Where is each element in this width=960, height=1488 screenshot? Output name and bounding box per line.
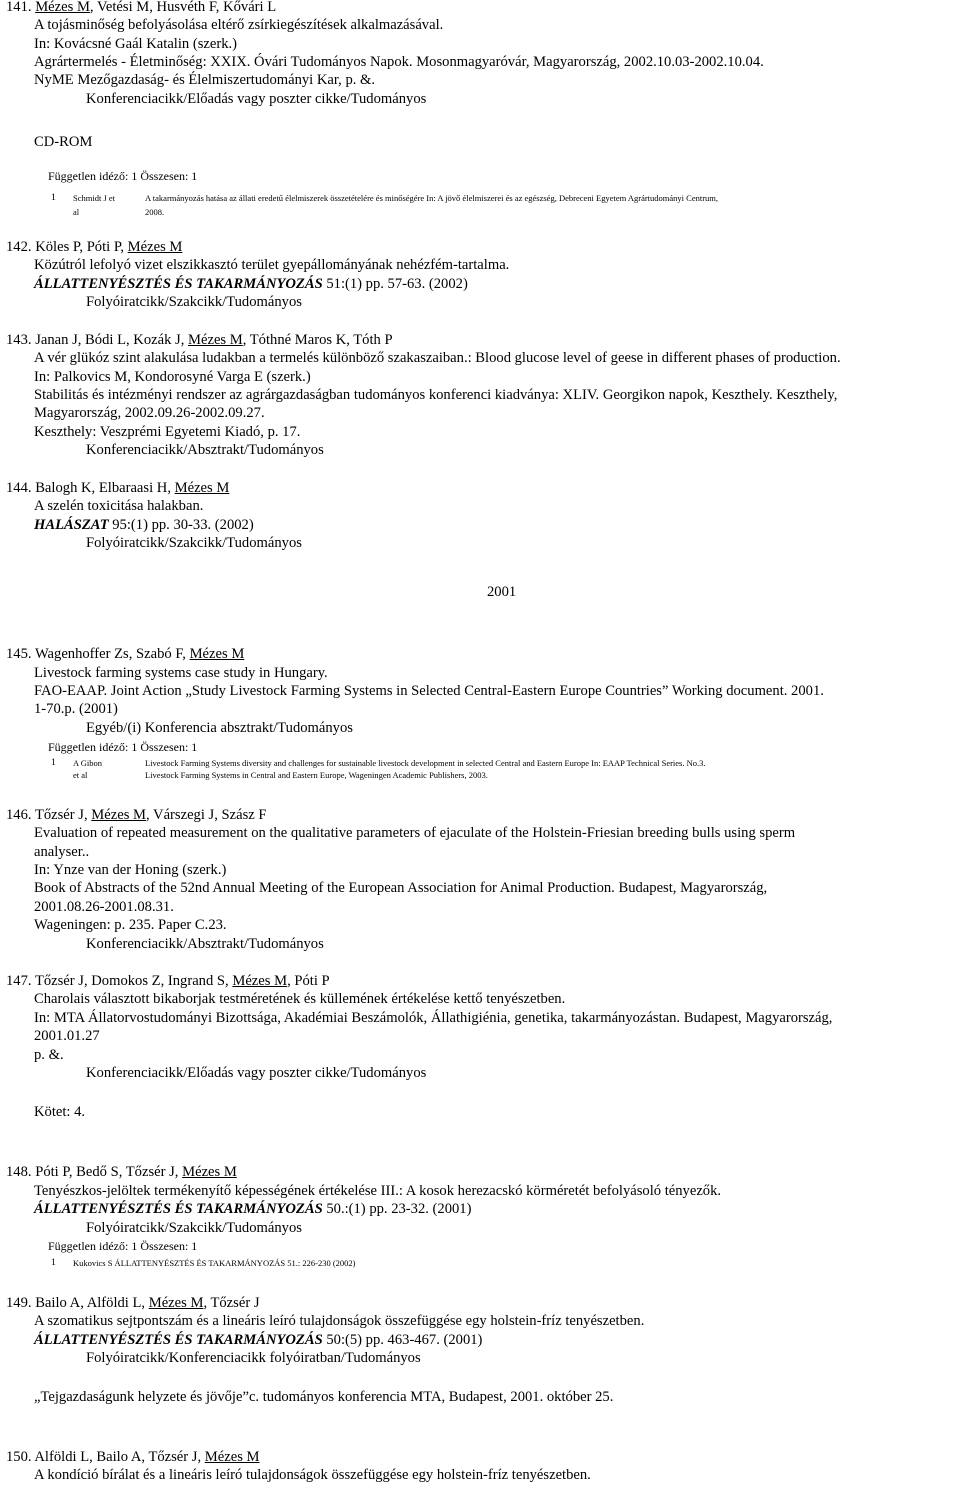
- citation-text: A takarmányozás hatása az állati eredetű élelmiszerek összetételére és minőségére In: A jövő élelmiszerei és az egészség, Debreceni Egyetem Agrártudományi Centrum,: [145, 193, 719, 203]
- entry-type: Folyóiratcikk/Szakcikk/Tudományos: [86, 1220, 302, 1236]
- citation-author-cont: et al: [73, 770, 88, 780]
- entry-editor: In: Kovácsné Gaál Katalin (szerk.): [34, 36, 238, 52]
- entry-source-cont: 1-70.p. (2001): [34, 701, 118, 717]
- citation-author: A Gibon: [73, 758, 103, 768]
- entry-title: Tenyészkos-jelöltek termékenyítő képességének értékelése III.: A kosok herezacskó körméretét befolyásoló tényezők.: [34, 1183, 722, 1199]
- entry-141-header: [6, 0, 276, 16]
- authors: Köles P, Póti P,: [35, 239, 128, 255]
- entry-type: Konferenciacikk/Előadás vagy poszter cikke/Tudományos: [86, 1065, 427, 1081]
- entry-number: 145.: [6, 646, 32, 662]
- authors: , Vetési M, Husvéth F, Kővári L: [89, 0, 277, 15]
- entry-145-header: [6, 645, 244, 663]
- citation-text-cont: Livestock Farming Systems in Central and Eastern Europe, Wageningen Academic Publishers, 2003.: [145, 770, 488, 780]
- entry-number: 150.: [6, 1449, 32, 1465]
- entry-type: Konferenciacikk/Absztrakt/Tudományos: [86, 442, 324, 458]
- citation-number: 1: [51, 757, 56, 768]
- entry-editor: In: Palkovics M, Kondorosyné Varga E (szerk.): [34, 369, 311, 385]
- entry-142-header: [6, 238, 182, 256]
- entry-type: Egyéb/(i) Konferencia absztrakt/Tudományos: [86, 720, 353, 736]
- entry-pages: p. &.: [34, 1047, 64, 1063]
- citation-header: Független idéző: 1 Összesen: 1: [48, 1239, 198, 1253]
- entry-title: A tojásminőség befolyásolása eltérő zsírkiegészítések alkalmazásával.: [34, 17, 444, 33]
- entry-type: Folyóiratcikk/Konferenciacikk folyóiratban/Tudományos: [86, 1350, 421, 1366]
- journal-name: HALÁSZAT: [34, 517, 109, 533]
- entry-source: In: MTA Állatorvostudományi Bizottsága, Akadémiai Beszámolók, Állathigiénia, genetika, takarmányozástan. Budapest, Magyarország,: [34, 1010, 833, 1026]
- citation-text: Kukovics S ÁLLATTENYÉSZTÉS ÉS TAKARMÁNYOZÁS 51.: 226-230 (2002): [73, 1258, 356, 1268]
- citation-text: Livestock Farming Systems diversity and challenges for sustainable livestock development in selected Central and Eastern Europe In: EAAP Technical Series. No.3.: [145, 758, 706, 768]
- journal-name: ÁLLATTENYÉSZTÉS ÉS TAKARMÁNYOZÁS: [34, 1201, 323, 1217]
- year-heading: 2001: [487, 584, 517, 600]
- author-link[interactable]: Mézes M: [232, 973, 288, 989]
- author-link[interactable]: Mézes M: [174, 480, 230, 496]
- entry-type: Konferenciacikk/Előadás vagy poszter cikke/Tudományos: [86, 91, 427, 107]
- entry-type: Konferenciacikk/Absztrakt/Tudományos: [86, 936, 324, 952]
- entry-title: A vér glükóz szint alakulása ludakban a termelés különböző szakaszaiban.: Blood glucose level of geese in different phases of production.: [34, 350, 841, 366]
- authors-cont: , Póti P: [287, 973, 330, 989]
- authors: Tőzsér J,: [34, 807, 92, 823]
- entry-number: 147.: [6, 973, 32, 989]
- entry-note: „Tejgazdaságunk helyzete és jövője”c. tudományos konferencia MTA, Budapest, 2001. október 25.: [34, 1389, 614, 1405]
- journal-ref: 51:(1) pp. 57-63. (2002): [322, 276, 468, 292]
- entry-type: Folyóiratcikk/Szakcikk/Tudományos: [86, 294, 302, 310]
- authors: Alföldi L, Bailo A, Tőzsér J,: [34, 1449, 205, 1465]
- entry-number: 142.: [6, 239, 32, 255]
- entry-journal: [34, 1331, 482, 1349]
- entry-149-header: [6, 1294, 260, 1312]
- entry-title: Evaluation of repeated measurement on the qualitative parameters of ejaculate of the Holstein-Friesian breeding bulls using sperm: [34, 825, 796, 841]
- entry-148-header: [6, 1163, 237, 1181]
- authors: Póti P, Bedő S, Tőzsér J,: [35, 1164, 183, 1180]
- journal-name: ÁLLATTENYÉSZTÉS ÉS TAKARMÁNYOZÁS: [34, 1332, 323, 1348]
- journal-ref: 95:(1) pp. 30-33. (2002): [108, 517, 254, 533]
- entry-type: Folyóiratcikk/Szakcikk/Tudományos: [86, 535, 302, 551]
- entry-title: A szomatikus sejtpontszám és a lineáris leíró tulajdonságok összefüggése egy holstein-fríz tenyészetben.: [34, 1313, 645, 1329]
- entry-number: 141.: [6, 0, 32, 15]
- citation-author: Schmidt J et: [73, 193, 116, 203]
- author-link[interactable]: Mézes M: [188, 332, 243, 348]
- entry-title: Charolais választott bikaborjak testméretének és küllemének értékelése kettő tenyészetben.: [34, 991, 566, 1007]
- author-link[interactable]: Mézes M: [148, 1295, 204, 1311]
- entry-journal: [34, 1200, 471, 1218]
- entry-source: FAO-EAAP. Joint Action „Study Livestock Farming Systems in Selected Central-Eastern Europe Countries” Working document. 2001.: [34, 683, 824, 699]
- entry-147-header: [6, 972, 330, 990]
- citation-header: Független idéző: 1 Összesen: 1: [48, 740, 198, 754]
- entry-book: Stabilitás és intézményi rendszer az agrárgazdaságban tudományos konferenci kiadványa: XLIV. Georgikon napok, Keszthely. Keszthely,: [34, 387, 838, 403]
- authors: Bailo A, Alföldi L,: [35, 1295, 149, 1311]
- entry-number: 143.: [6, 332, 32, 348]
- entry-book-cont: NyME Mezőgazdaság- és Élelmiszertudományi Kar, p. &.: [34, 72, 376, 88]
- entry-title: A kondíció bírálat és a lineáris leíró tulajdonságok összefüggése egy holstein-fríz tenyészetben.: [34, 1467, 591, 1483]
- entry-editor: In: Ynze van der Honing (szerk.): [34, 862, 227, 878]
- journal-ref: 50:(5) pp. 463-467. (2001): [322, 1332, 483, 1348]
- entry-number: 144.: [6, 480, 32, 496]
- entry-title: A szelén toxicitása halakban.: [34, 498, 204, 514]
- journal-name: ÁLLATTENYÉSZTÉS ÉS TAKARMÁNYOZÁS: [34, 276, 323, 292]
- authors: Balogh K, Elbaraasi H,: [35, 480, 175, 496]
- author-link[interactable]: Mézes M: [35, 0, 90, 15]
- entry-book: Book of Abstracts of the 52nd Annual Meeting of the European Association for Animal Production. Budapest, Magyarország,: [34, 880, 768, 896]
- author-link[interactable]: Mézes M: [182, 1164, 237, 1180]
- entry-150-header: [6, 1448, 260, 1466]
- author-link[interactable]: Mézes M: [189, 646, 245, 662]
- authors-cont: , Várszegi J, Szász F: [146, 807, 267, 823]
- authors-cont: , Tóthné Maros K, Tóth P: [242, 332, 393, 348]
- entry-144-header: [6, 479, 229, 497]
- authors: Wagenhoffer Zs, Szabó F,: [34, 646, 190, 662]
- citation-number: 1: [51, 192, 56, 203]
- citation-number: 1: [51, 1257, 56, 1268]
- author-link[interactable]: Mézes M: [91, 807, 146, 823]
- entry-number: 149.: [6, 1295, 32, 1311]
- entry-book: Agrártermelés - Életminőség: XXIX. Óvári Tudományos Napok. Mosonmagyaróvár, Magyarország, 2002.10.03-2002.10.04.: [34, 54, 764, 70]
- entry-146-header: [6, 806, 267, 824]
- citation-text-cont: 2008.: [145, 207, 165, 217]
- entry-volume: Kötet: 4.: [34, 1104, 86, 1120]
- entry-journal: [34, 275, 468, 293]
- journal-ref: 50.:(1) pp. 23-32. (2001): [322, 1201, 472, 1217]
- entry-book-cont: Magyarország, 2002.09.26-2002.09.27.: [34, 405, 265, 421]
- entry-title: Livestock farming systems case study in Hungary.: [34, 665, 328, 681]
- entry-book-cont: 2001.08.26-2001.08.31.: [34, 899, 174, 915]
- entry-publisher: Wageningen: p. 235. Paper C.23.: [34, 917, 227, 933]
- citation-header: Független idéző: 1 Összesen: 1: [48, 169, 198, 183]
- entry-source-date: 2001.01.27: [34, 1028, 100, 1044]
- author-link[interactable]: Mézes M: [204, 1449, 260, 1465]
- authors-cont: , Tőzsér J: [203, 1295, 260, 1311]
- entry-number: 148.: [6, 1164, 32, 1180]
- entry-143-header: [6, 331, 393, 349]
- entry-publisher: Keszthely: Veszprémi Egyetemi Kiadó, p. 17.: [34, 424, 301, 440]
- author-link[interactable]: Mézes M: [127, 239, 183, 255]
- entry-number: 146.: [6, 807, 32, 823]
- entry-medium: CD-ROM: [34, 134, 93, 150]
- entry-title: Közútról lefolyó vizet elszikkasztó terület gyepállományának nehézfém-tartalma.: [34, 257, 510, 273]
- authors: Janan J, Bódi L, Kozák J,: [35, 332, 189, 348]
- citation-author-cont: al: [73, 207, 80, 217]
- entry-journal: [34, 516, 254, 534]
- authors: Tőzsér J, Domokos Z, Ingrand S,: [34, 973, 233, 989]
- entry-title-cont: analyser..: [34, 844, 90, 860]
